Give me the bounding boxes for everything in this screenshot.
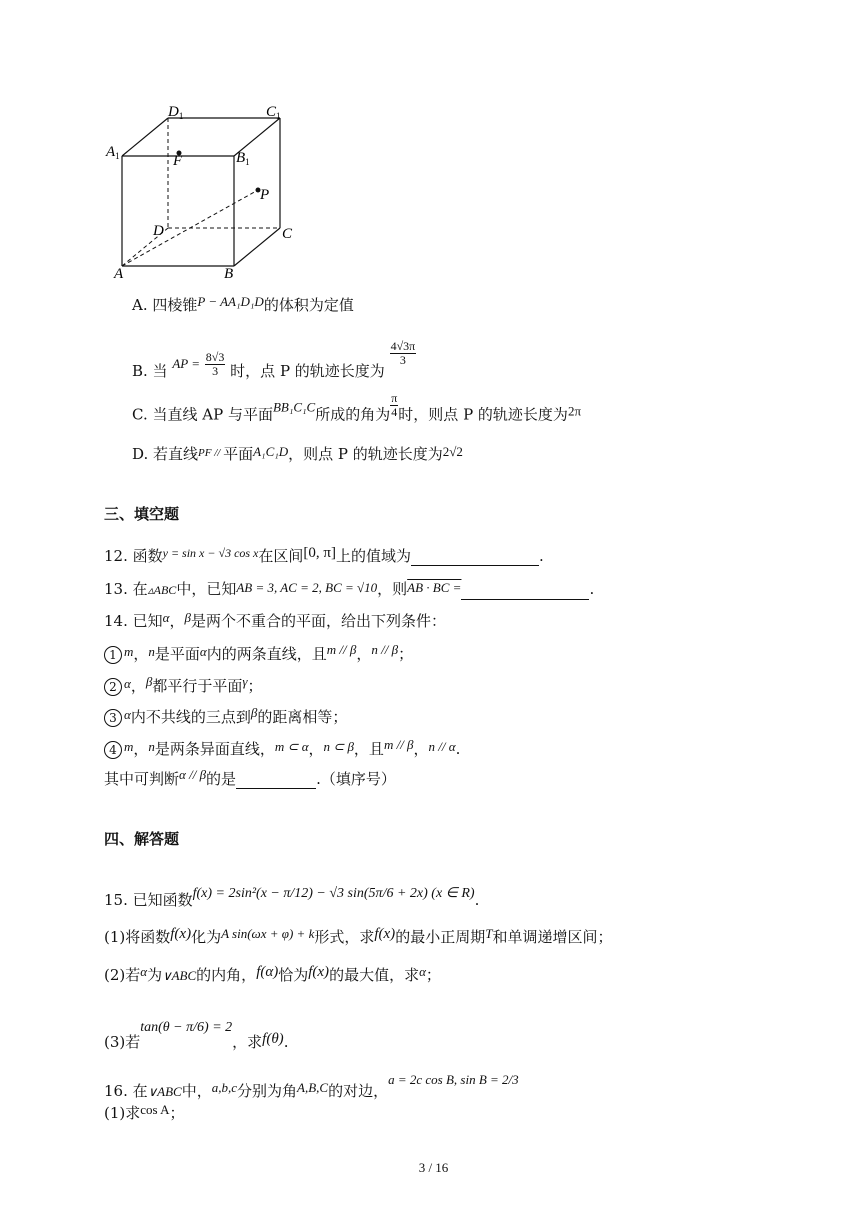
label-a1: $A_1$ [106, 144, 120, 161]
label-a: A [114, 266, 124, 280]
condition-3: 3 α内不共线的三点到β的距离相等； [104, 703, 347, 727]
label-d1: $D_1$ [168, 104, 184, 121]
option-d: D. 若直线$^{PF //}$ 平面A₁C₁D，则点 P 的轨迹长度为2√2 [132, 444, 463, 463]
question-15-part-3: (3)若tan(θ − π/6) = 2，求f(θ). [104, 1020, 289, 1051]
question-13: 13. 在▵ABC中，已知AB = 3, AC = 2, BC = √10，则AB · BC = . [104, 580, 595, 598]
question-15-part-2: (2)若α为∨ABC的内角，f(α)恰为f(x)的最大值，求α； [104, 964, 441, 984]
question-16-part-1: (1)求cos A； [104, 1102, 185, 1122]
section-3-heading: 三、填空题 [104, 505, 180, 523]
answer-blank[interactable] [236, 772, 316, 789]
label-p: P [260, 187, 270, 203]
page-number: 3 / 16 [418, 1160, 449, 1175]
question-16: 16. 在∨ABC中，a,b,c分别为角A,B,C的对边，a = 2c cos B, sin B = 2/3 [104, 1072, 519, 1100]
answer-blank[interactable] [411, 549, 539, 566]
option-b: B. 当 AP = $\frac{8√3}{3}$ 时，点 P 的轨迹长度为 $\frac{4√3\pi}{3}$ [132, 339, 416, 380]
condition-4: 4 m，n是两条异面直线，m ⊂ α，n ⊂ β，且m // β，n // α. [104, 735, 460, 759]
label-c1: $C_1$ [266, 104, 281, 121]
label-b1: $B_1$ [236, 150, 250, 167]
section-4-heading: 四、解答题 [104, 830, 180, 848]
question-15-part-1: (1)将函数f(x)化为A sin(ωx + φ) + k形式，求f(x)的最小正周期T和单调递增区间； [104, 926, 613, 946]
question-15: 15. 已知函数f(x) = 2sin²(x − π/12) − √3 sin(5π/6 + 2x) (x ∈ R). [104, 886, 480, 909]
label-f: F [173, 153, 183, 169]
question-14-intro: 14. 已知α，β是两个不重合的平面，给出下列条件： [104, 610, 446, 630]
label-b: B [224, 266, 234, 280]
label-d: D [153, 223, 164, 239]
answer-blank[interactable] [461, 583, 589, 600]
cube-figure [100, 100, 330, 280]
option-a: A. 四棱锥P − AA₁D₁D的体积为定值 [132, 294, 354, 314]
condition-2: 2 α，β都平行于平面γ； [104, 672, 262, 696]
question-12: 12. 函数$^{y = sin x - √3 cos x}$在区间[0, π]上的值域为 . [104, 545, 544, 565]
label-c: C [282, 226, 293, 242]
option-c: C. 当直线 AP 与平面BB₁C₁C所成的角为 $\frac{\pi}{4}$ 时，则点 P 的轨迹长度为2π [132, 391, 582, 424]
condition-1: 1 m，n是平面α内的两条直线，且m // β，n // β； [104, 640, 413, 664]
question-14-ask: 其中可判断α // β的是 .（填序号） [104, 767, 396, 788]
